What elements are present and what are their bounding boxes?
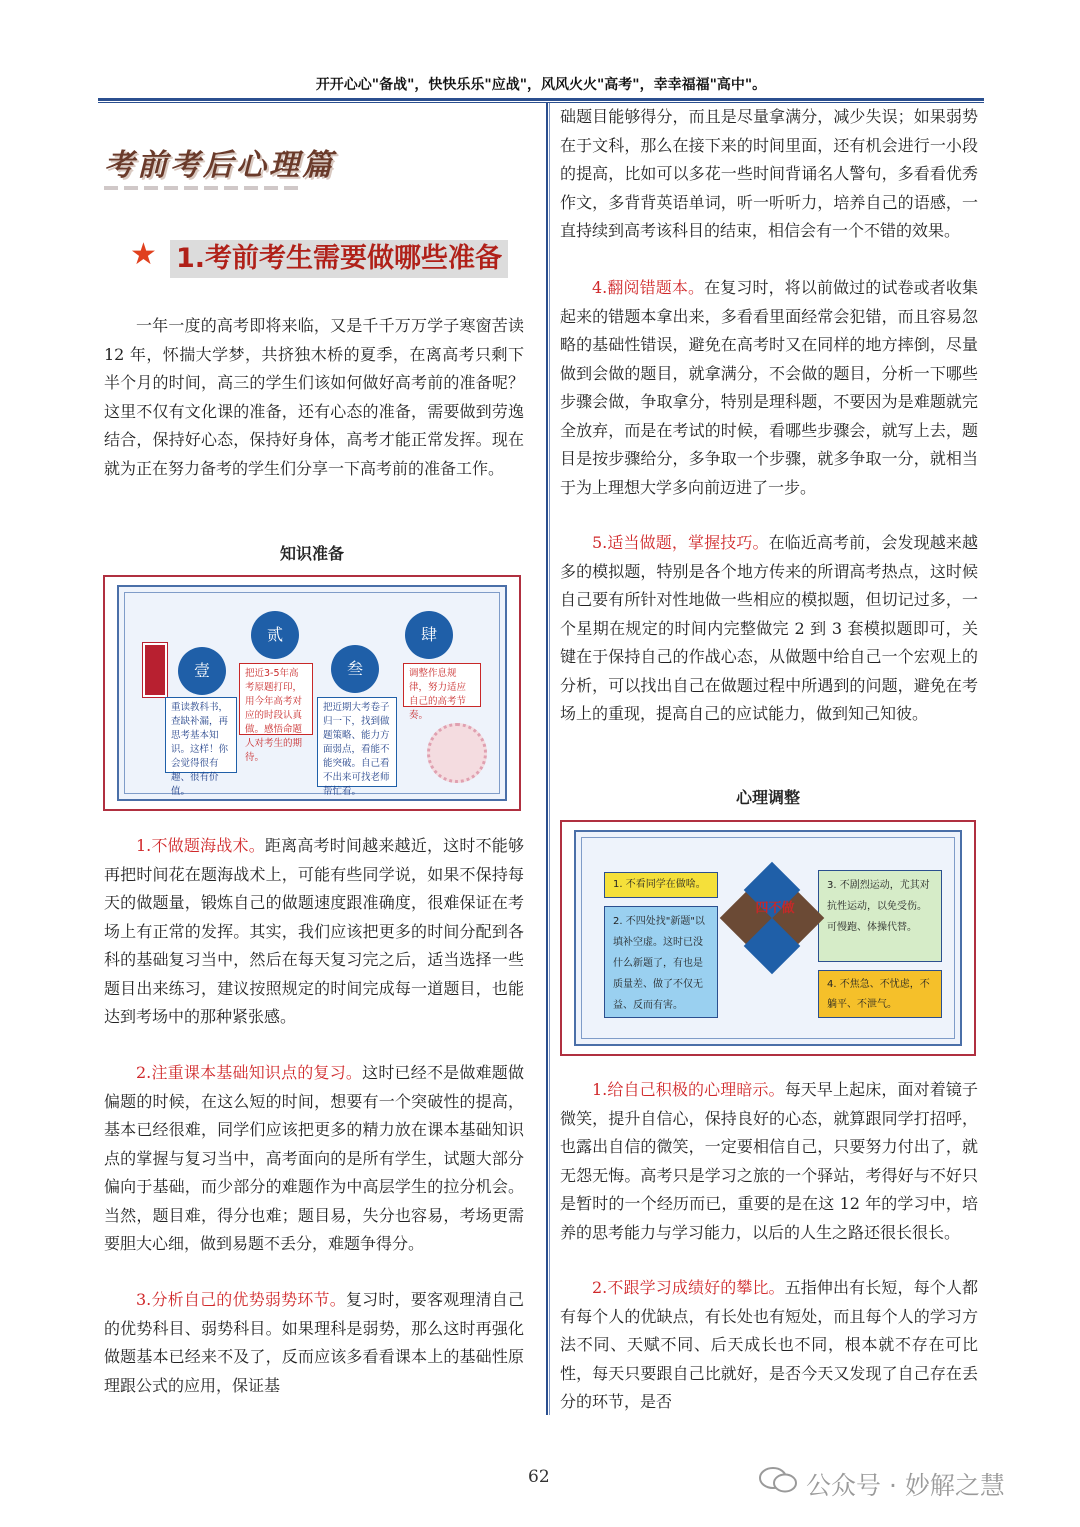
dont-item-3: 3. 不剧烈运动，尤其对抗性运动，以免受伤。可慢跑、体操代替。 [818, 870, 942, 962]
paragraph-right-continued: 础题目能够得分，而且是尽量拿满分，减少失误；如果弱势在于文科，那么在接下来的时间里面，还有机会进行一小段的提高，比如可以多花一些时间背诵名人警句，多看看优秀作文，多背背英语单词，听一听听力，培养自己的语感，一直持续到高考该科目的结束，相信会有一个不错的效果。 [560, 107, 978, 240]
header-rule [98, 98, 984, 101]
paragraph-right-mental-2 [560, 1274, 978, 1417]
step-circle-4: 肆 [405, 611, 453, 659]
section-title-underline [104, 186, 304, 190]
paragraph-right-mental-2-text: 五指伸出有长短，每个人都有每个人的优缺点，有长处也有短处，而且每个人的学习方法不同、天赋不同、后天成长也不同，根本就不存在可比性，每天只要跟自己比就好，是否今天又发现了自己存在丢分的环节，是否 [560, 1278, 978, 1411]
four-donts-center-label: 四不做 [755, 901, 795, 916]
step-box-2: 把近3-5年高考原题打印，用今年高考对应的时段认真做。感悟命题人对考生的期待。 [239, 663, 313, 735]
step-circle-1: 壹 [178, 647, 226, 695]
column-divider-thin [549, 103, 550, 1415]
dont-item-1: 1. 不看同学在做啥。 [604, 872, 718, 898]
paragraph-right-mental-1-lead: 1.给自己积极的心理暗示。 [592, 1080, 785, 1099]
knowledge-figure [103, 575, 521, 811]
star-icon: ★ [130, 237, 157, 272]
step-box-3: 把近期大考卷子归一下，找到做题策略、能力方面弱点，看能不能突破。自己看不出来可找老师帮忙看。 [317, 697, 397, 787]
paragraph-right-4 [560, 274, 978, 502]
red-tag-decoration [143, 643, 167, 697]
paragraph-right-4-lead: 4.翻阅错题本。 [592, 278, 705, 297]
step-circle-2: 贰 [251, 611, 299, 659]
wechat-icon [758, 1466, 798, 1494]
paragraph-left-3-text: 复习时，要客观理清自己的优势科目、弱势科目。如果理科是弱势，那么这时再强化做题基本已经来不及了，反而应该多看看课本上的基础性原理跟公式的应用，保证基 [104, 1290, 524, 1395]
paragraph-right-mental-1-text: 每天早上起床，面对着镜子微笑，提升自信心，保持良好的心态，就算跟同学打招呼，也露出自信的微笑，一定要相信自己，只要努力付出了，就无怨无悔。高考只是学习之旅的一个驿站，考得好与不好只是暂时的一个经历而已，重要的是在这 12 年的学习中，培养的思考能力与学习能力，以后的人生之路还很长很长。 [560, 1080, 978, 1242]
paragraph-left-2 [104, 1059, 524, 1259]
flower-badge-decoration [427, 723, 487, 783]
article-heading: 1.考前考生需要做哪些准备 [170, 240, 508, 278]
figure-caption-mental: 心理调整 [735, 788, 800, 807]
step-circle-3: 叁 [331, 645, 379, 693]
step-box-1: 重读教科书，查缺补漏，再思考基本知识。这样！你会觉得很有趣、很有价值。 [165, 697, 237, 773]
dont-item-2: 2. 不四处找"新题"以填补空虚。这时已没什么新题了，有也是质量差、做了不仅无益、反而有害。 [604, 906, 718, 1018]
paragraph-left-1-text: 距离高考时间越来越近，这时不能够再把时间花在题海战术上，可能有些同学说，如果不保持每天的做题量，锻炼自己的做题速度跟准确度，很难保证在考场上有正常的发挥。其实，我们应该把更多的时间分配到各科的基础复习当中，然后在每天复习完之后，适当选择一些题目出来练习，建议按照规定的时间完成每一道题目，也能达到考场中的那种紧张感。 [104, 836, 524, 1026]
paragraph-right-mental-2-lead: 2.不跟学习成绩好的攀比。 [592, 1278, 785, 1297]
paragraph-right-5 [560, 529, 978, 729]
paragraph-left-1-lead: 1.不做题海战术。 [136, 836, 265, 855]
page-header: 开开心心"备战"，快快乐乐"应战"，风风火火"高考"，幸幸福福"高中"。 [315, 77, 767, 93]
column-divider [546, 103, 548, 1415]
watermark-text: 公众号 · 妙解之慧 [806, 1471, 1005, 1500]
paragraph-left-1 [104, 832, 524, 1032]
paragraph-right-5-text: 在临近高考前，会发现越来越多的模拟题，特别是各个地方传来的所谓高考热点，这时候自己要有所针对性地做一些相应的模拟题，但切记过多，一个星期在规定的时间内完整做完 2 到 3 套模拟题即可，关键在于保持自己的作战心态，从做题中给自己一个宏观上的分析，可以找出自己在做题过程中所遇到的问题，避免在考场上的重现，提高自己的应试能力，做到知己知彼。 [560, 533, 978, 723]
paragraph-right-5-lead: 5.适当做题，掌握技巧。 [592, 533, 769, 552]
mental-figure [560, 820, 976, 1056]
paragraph-right-mental-1 [560, 1076, 978, 1247]
intro-paragraph: 一年一度的高考即将来临，又是千千万万学子寒窗苦读 12 年，怀揣大学梦，共挤独木桥的夏季，在离高考只剩下半个月的时间，高三的学生们该如何做好高考前的准备呢？这里不仅有文化课的准备，还有心态的准备，需要做到劳逸结合，保持好心态，保持好身体，高考才能正常发挥。现在就为正在努力备考的学生们分享一下高考前的准备工作。 [104, 316, 524, 478]
paragraph-right-4-text: 在复习时，将以前做过的试卷或者收集起来的错题本拿出来，多看看里面经常会犯错，而且容易忽略的基础性错误，避免在高考时又在同样的地方摔倒，尽量做到会做的题目，就拿满分，不会做的题目，分析一下哪些步骤会做，争取拿分，特别是理科题，不要因为是难题就完全放弃，而是在考试的时候，看哪些步骤会，就写上去，题目是按步骤给分，多争取一个步骤，就多争取一分，就相当于为上理想大学多向前迈进了一步。 [560, 278, 978, 497]
section-title: 考前考后心理篇 [104, 148, 335, 183]
step-box-4: 调整作息规律，努力适应自己的高考节奏。 [403, 663, 481, 707]
paragraph-left-3-lead: 3.分析自己的优势弱势环节。 [136, 1290, 346, 1309]
dont-item-4: 4. 不焦急、不忧虑，不躺平、不泄气。 [818, 970, 942, 1018]
page-number: 62 [528, 1467, 550, 1487]
figure-caption-knowledge: 知识准备 [279, 544, 344, 563]
paragraph-left-2-lead: 2.注重课本基础知识点的复习。 [136, 1063, 363, 1082]
paragraph-left-3 [104, 1286, 524, 1400]
paragraph-left-2-text: 这时已经不是做难题做偏题的时候，在这么短的时间，想要有一个突破性的提高，基本已经很难，同学们应该把更多的精力放在课本基础知识点的掌握与复习当中，高考面向的是所有学生，试题大部分偏向于基础，而少部分的难题作为中高层学生的拉分机会。当然，题目难，得分也难；题目易，失分也容易，考场更需要胆大心细，做到易题不丢分，难题争得分。 [104, 1063, 524, 1253]
